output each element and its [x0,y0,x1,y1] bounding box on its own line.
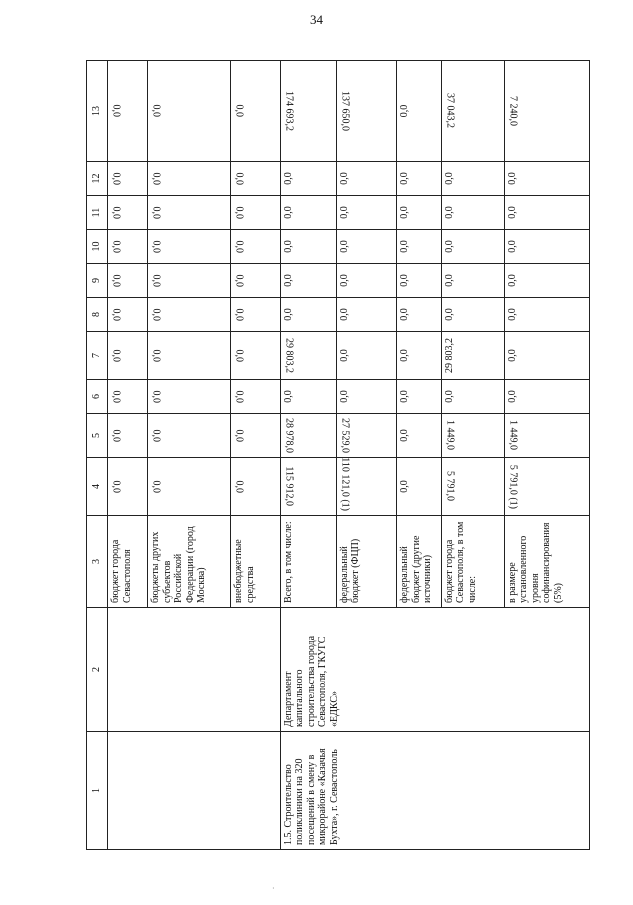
table-row [280,61,336,850]
value-cell-col-4 [280,458,336,516]
value-cell-col-5 [280,414,336,458]
value-text: 0,0 [399,240,411,253]
column-header-11: 11 [87,196,108,230]
table-row [108,61,148,850]
value-text: 0,0 [282,240,294,253]
value-text: 5 791,0 (1) [507,464,519,509]
value-cell-col-5 [504,414,589,458]
value-cell-col-7 [504,332,589,380]
value-cell-col-11 [397,196,442,230]
value-cell-col-11 [148,196,231,230]
funding-source-cell: федеральный бюджет (ФЦП) [336,516,397,608]
value-text: 0,0 [338,390,350,403]
empty-cell-object-prev [108,732,281,850]
value-text: 0,0 [233,274,245,287]
value-text: 0,0 [338,172,350,185]
value-text: 0,0 [150,172,162,185]
value-text: 29 803,2 [443,338,455,373]
funding-source-cell: бюджеты других субъектов Российской Федерации (город Москва) [148,516,231,608]
value-text: 0,0 [399,274,411,287]
value-text: 0,0 [282,274,294,287]
value-text: 0,0 [338,240,350,253]
funding-source-cell: Всего, в том числе: [280,516,336,608]
value-text: 0,0 [443,172,455,185]
funding-source-cell: внебюджетные средства [231,516,280,608]
financing-table [86,60,590,850]
column-header-4: 4 [87,458,108,516]
value-text: 0,0 [110,104,122,118]
value-text: 0,0 [282,308,294,321]
value-cell-col-7 [336,332,397,380]
value-cell-col-13 [280,61,336,162]
value-cell-col-10 [231,230,280,264]
value-cell-col-13 [504,61,589,162]
value-text: 115 912,0 [283,466,295,507]
value-text: 0,0 [443,206,455,219]
value-cell-col-4 [108,458,148,516]
value-text: 137 650,0 [339,91,351,131]
value-cell-col-6 [397,380,442,414]
value-cell-col-4 [231,458,280,516]
column-header-13: 13 [87,61,108,162]
value-cell-col-10 [504,230,589,264]
value-text: 0,0 [150,240,162,253]
value-cell-col-7 [397,332,442,380]
value-cell-col-10 [148,230,231,264]
value-text: 0,0 [233,390,245,403]
value-cell-col-13 [397,61,442,162]
value-text: 0,0 [506,349,518,362]
value-text: 0,0 [110,349,122,362]
value-text: 0,0 [110,390,122,403]
value-text: 0,0 [282,390,294,403]
value-text: 0,0 [233,308,245,321]
value-cell-col-13 [148,61,231,162]
value-text: 0,0 [338,349,350,362]
value-text: 0,0 [150,390,162,403]
value-cell-col-9 [108,264,148,298]
value-text: 0,0 [506,308,518,321]
value-cell-col-8 [441,298,504,332]
value-cell-col-7 [148,332,231,380]
value-text: 0,0 [150,274,162,287]
value-cell-col-6 [231,380,280,414]
value-cell-col-7 [441,332,504,380]
value-cell-col-8 [108,298,148,332]
value-cell-col-6 [148,380,231,414]
value-text: 0,0 [110,206,122,219]
funding-source-cell: в размере установленного уровня софинансирования (5%) [504,516,589,608]
value-cell-col-11 [336,196,397,230]
value-text: 0,0 [150,480,162,493]
column-header-12: 12 [87,162,108,196]
value-text: 7 240,0 [507,96,519,126]
value-text: 0,0 [399,104,411,118]
scan-mark: · [272,884,275,893]
object-name-cell: 1.5. Строительство поликлиники на 320 посещений в смену в микрорайоне «Казачья Бухта», г. Севастополь [280,732,589,850]
value-text: 0,0 [110,240,122,253]
value-text: 0,0 [506,206,518,219]
value-cell-col-13 [336,61,397,162]
value-cell-col-13 [231,61,280,162]
value-text: 0,0 [233,240,245,253]
value-text: 0,0 [233,172,245,185]
value-cell-col-10 [336,230,397,264]
value-text: 0,0 [338,206,350,219]
value-text: 28 978,0 [283,418,295,453]
value-text: 0,0 [443,240,455,253]
value-cell-col-7 [231,332,280,380]
empty-cell-responsible-prev [108,608,281,732]
value-text: 27 529,0 [339,418,351,453]
column-header-8: 8 [87,298,108,332]
column-header-5: 5 [87,414,108,458]
value-text: 0,0 [110,274,122,287]
value-text: 0,0 [233,104,245,118]
value-text: 0,0 [110,429,122,442]
value-cell-col-9 [336,264,397,298]
value-text: 0,0 [399,308,411,321]
funding-source-cell: федеральный бюджет (другие источники) [397,516,442,608]
responsible-cell: Департамент капитального строительства города Севастополя, ГКУГС «ЕДКС» [280,608,589,732]
value-cell-col-7 [280,332,336,380]
value-text: 29 803,2 [283,338,295,373]
value-cell-col-5 [336,414,397,458]
value-text: 0,0 [506,274,518,287]
page-number: 34 [310,12,323,27]
value-cell-col-11 [280,196,336,230]
value-cell-col-5 [231,414,280,458]
value-text: 0,0 [150,349,162,362]
value-cell-col-10 [441,230,504,264]
value-text: 0,0 [150,206,162,219]
column-header-7: 7 [87,332,108,380]
value-text: 0,0 [150,104,162,118]
value-cell-col-9 [504,264,589,298]
value-text: 0,0 [233,429,245,442]
value-text: 0,0 [443,390,455,403]
column-header-2: 2 [87,608,108,732]
value-cell-col-12 [231,162,280,196]
value-text: 0,0 [110,308,122,321]
value-cell-col-8 [148,298,231,332]
value-cell-col-8 [336,298,397,332]
value-cell-col-10 [397,230,442,264]
value-text: 1 449,0 [507,420,519,451]
value-text: 5 791,0 [444,471,456,502]
value-cell-col-5 [397,414,442,458]
value-text: 0,0 [443,308,455,321]
value-cell-col-12 [504,162,589,196]
value-cell-col-12 [397,162,442,196]
value-cell-col-5 [148,414,231,458]
value-cell-col-12 [336,162,397,196]
value-cell-col-6 [336,380,397,414]
value-cell-col-8 [231,298,280,332]
value-text: 0,0 [110,172,122,185]
value-cell-col-4 [148,458,231,516]
value-cell-col-11 [441,196,504,230]
funding-source-cell: бюджет города Севастополя [108,516,148,608]
value-cell-col-11 [108,196,148,230]
value-cell-col-9 [231,264,280,298]
value-cell-col-4 [441,458,504,516]
value-text: 174 693,2 [283,91,295,131]
value-cell-col-4 [336,458,397,516]
value-text: 0,0 [233,349,245,362]
value-cell-col-12 [148,162,231,196]
value-text: 0,0 [443,274,455,287]
value-cell-col-9 [397,264,442,298]
value-text: 0,0 [282,206,294,219]
value-cell-col-6 [504,380,589,414]
value-text: 0,0 [506,240,518,253]
value-cell-col-8 [280,298,336,332]
value-cell-col-8 [397,298,442,332]
column-header-10: 10 [87,230,108,264]
value-cell-col-7 [108,332,148,380]
value-text: 0,0 [506,172,518,185]
rotated-table-container [86,61,590,850]
table-body [108,61,590,850]
column-header-9: 9 [87,264,108,298]
rotated-table-area [86,61,590,850]
column-header-6: 6 [87,380,108,414]
value-cell-col-6 [441,380,504,414]
value-cell-col-9 [148,264,231,298]
value-text: 110 121,0 (1) [339,457,351,511]
value-text: 37 043,2 [444,93,456,129]
value-cell-col-9 [280,264,336,298]
value-cell-col-11 [231,196,280,230]
funding-source-cell: бюджет города Севастополя, в том числе: [441,516,504,608]
value-cell-col-9 [441,264,504,298]
value-text: 0,0 [338,274,350,287]
column-header-3: 3 [87,516,108,608]
value-cell-col-6 [280,380,336,414]
value-text: 0,0 [399,390,411,403]
value-text: 0,0 [506,390,518,403]
value-cell-col-5 [108,414,148,458]
value-cell-col-13 [441,61,504,162]
value-text: 0,0 [399,349,411,362]
value-text: 1 449,0 [444,420,456,451]
value-cell-col-6 [108,380,148,414]
value-cell-col-5 [441,414,504,458]
value-cell-col-10 [108,230,148,264]
value-cell-col-8 [504,298,589,332]
value-text: 0,0 [338,308,350,321]
value-cell-col-12 [280,162,336,196]
value-cell-col-10 [280,230,336,264]
value-cell-col-4 [504,458,589,516]
value-cell-col-12 [441,162,504,196]
column-header-1: 1 [87,732,108,850]
value-text: 0,0 [282,172,294,185]
value-text: 0,0 [233,480,245,493]
value-text: 0,0 [110,480,122,493]
value-cell-col-11 [504,196,589,230]
value-text: 0,0 [399,206,411,219]
value-text: 0,0 [150,308,162,321]
value-text: 0,0 [150,429,162,442]
value-cell-col-13 [108,61,148,162]
value-text: 0,0 [399,480,411,493]
header-row [87,61,108,850]
value-cell-col-12 [108,162,148,196]
value-text: 0,0 [399,429,411,442]
value-text: 0,0 [399,172,411,185]
value-text: 0,0 [233,206,245,219]
value-cell-col-4 [397,458,442,516]
